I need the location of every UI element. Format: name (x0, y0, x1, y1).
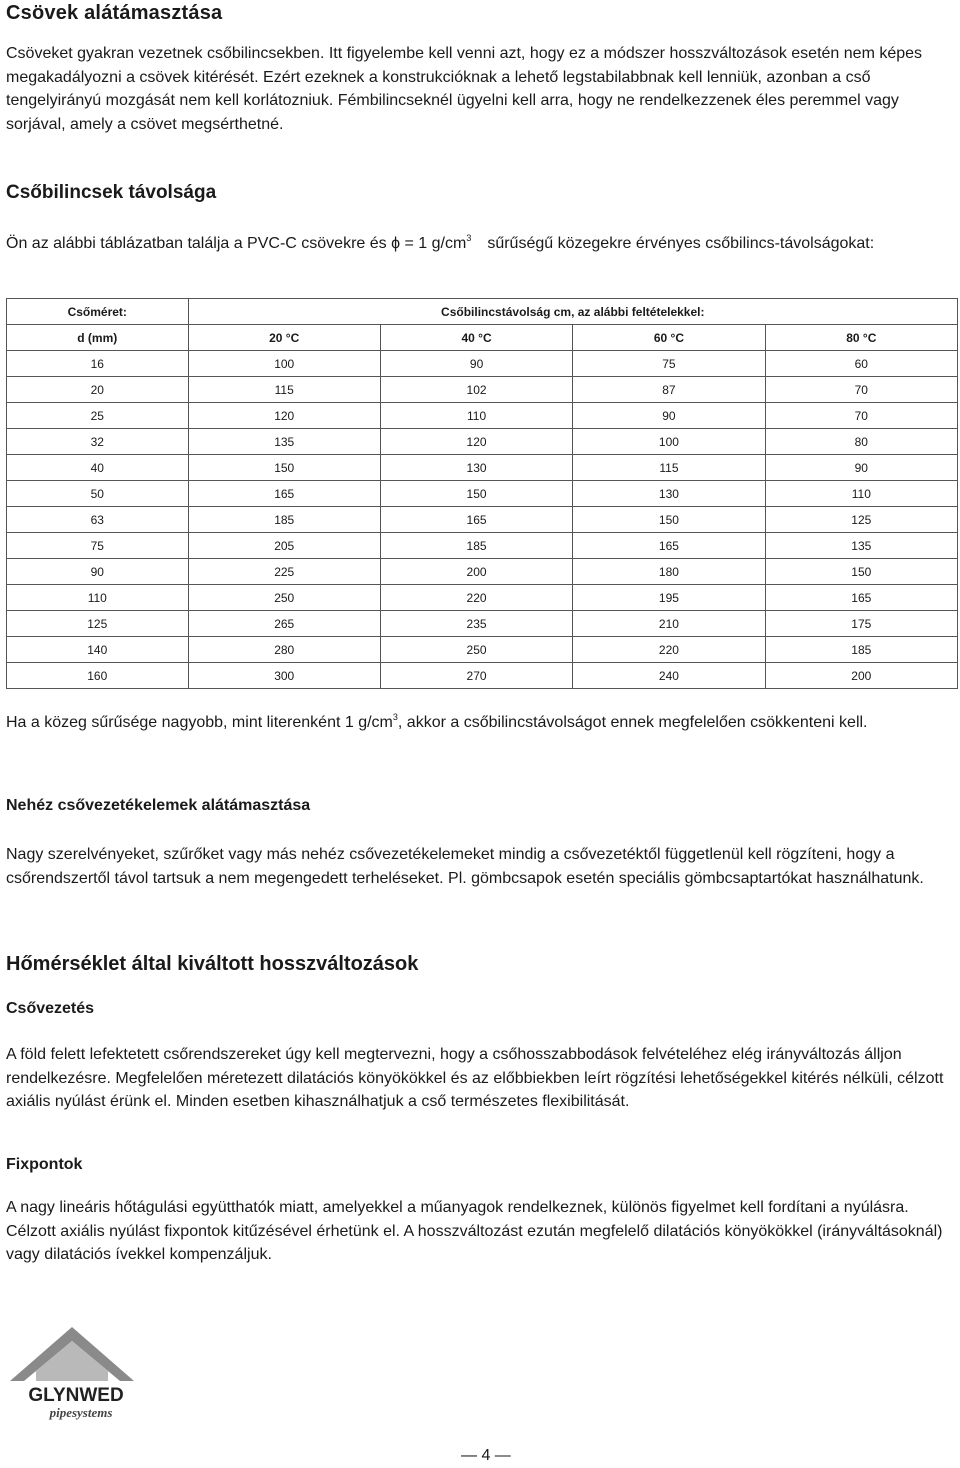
table-header-temp-80: 80 °C (765, 325, 957, 351)
page-number: — 4 — (461, 1447, 511, 1464)
logo-tagline: pipesystems (49, 1405, 113, 1420)
table-cell-spacing: 185 (188, 507, 380, 533)
table-cell-spacing: 87 (573, 377, 765, 403)
glynwed-logo (6, 1323, 146, 1423)
table-cell-spacing: 300 (188, 663, 380, 689)
table-cell-spacing: 165 (765, 585, 957, 611)
paragraph-clamp-intro-text-end: sűrűségű közegekre érvényes csőbilincs-távolságokat: (487, 235, 875, 252)
table-row (7, 611, 958, 637)
table-cell-spacing: 150 (380, 481, 572, 507)
table-cell-spacing: 180 (573, 559, 765, 585)
superscript-3: 3 (392, 712, 398, 722)
table-cell-spacing: 200 (765, 663, 957, 689)
table-cell-diameter: 160 (7, 663, 189, 689)
table-row (7, 533, 958, 559)
table-cell-diameter: 110 (7, 585, 189, 611)
heading-routing: Csővezetés (6, 1000, 95, 1017)
table-cell-spacing: 90 (573, 403, 765, 429)
table-cell-spacing: 115 (573, 455, 765, 481)
table-row (7, 559, 958, 585)
table-cell-spacing: 165 (573, 533, 765, 559)
table-cell-diameter: 16 (7, 351, 189, 377)
paragraph-clamp-intro (6, 227, 956, 256)
heading-clamp-spacing: Csőbilincsek távolsága (6, 182, 217, 203)
table-cell-diameter: 40 (7, 455, 189, 481)
table-body (7, 351, 958, 689)
table-cell-spacing: 135 (188, 429, 380, 455)
table-cell-spacing: 205 (188, 533, 380, 559)
table-cell-spacing: 110 (765, 481, 957, 507)
table-cell-diameter: 25 (7, 403, 189, 429)
table-header-temp-60: 60 °C (573, 325, 765, 351)
table-header-row (7, 299, 958, 325)
heading-pipe-support: Csövek alátámasztása (6, 2, 223, 24)
paragraph-heavy-elements: Nagy szerelvényeket, szűrőket vagy más nehéz csővezetékelemeket mindig a csővezetéktől függetlenül kell rögzíteni, hogy a csőrendszertől távol tartsuk a nem megengedett terheléseket. Pl. gömbcsapok esetén speciális gömbcsaptartókat használhatunk. (6, 846, 924, 887)
table-cell-spacing: 175 (765, 611, 957, 637)
table-row (7, 481, 958, 507)
heading-thermal-expansion: Hőmérséklet által kiváltott hosszváltozások (6, 953, 419, 975)
table-cell-spacing: 120 (380, 429, 572, 455)
superscript-3: 3 (466, 233, 472, 243)
table-cell-spacing: 150 (188, 455, 380, 481)
table-cell-spacing: 235 (380, 611, 572, 637)
table-cell-spacing: 185 (380, 533, 572, 559)
clamp-spacing-table (6, 298, 958, 689)
table-cell-spacing: 70 (765, 403, 957, 429)
table-cell-spacing: 220 (573, 637, 765, 663)
logo-brand: GLYNWED (28, 1385, 124, 1406)
table-cell-diameter: 75 (7, 533, 189, 559)
table-cell-spacing: 185 (765, 637, 957, 663)
paragraph-clamp-intro-text: Ön az alábbi táblázatban találja a PVC-C csövekre és ϕ = 1 g/cm (6, 235, 467, 252)
table-row (7, 507, 958, 533)
table-header-spacing: Csőbilincstávolság cm, az alábbi feltételekkel: (188, 299, 957, 325)
paragraph-pipe-support: Csöveket gyakran vezetnek csőbilincsekben. Itt figyelembe kell venni azt, hogy ez a módszer hosszváltozások esetén nem képes megakadályozni a csövek kitérését. Ezért ezeknek a konstrukcióknak a lehető legstabilabbnak kell lenniük, azonban a cső tengelyirányú mozgását nem kell korlátozniuk. Fémbilincseknél ügyelni kell arra, hogy ne rendelkezzenek éles peremmel vagy sorjával, amely a csövet megsérthetné. (6, 45, 923, 133)
paragraph-density-note (6, 706, 956, 735)
table-header-temp-40: 40 °C (380, 325, 572, 351)
table-cell-spacing: 90 (765, 455, 957, 481)
table-row (7, 429, 958, 455)
table-cell-diameter: 32 (7, 429, 189, 455)
paragraph-density-text: Ha a közeg sűrűsége nagyobb, mint literenként 1 g/cm (6, 714, 393, 731)
table-cell-spacing: 115 (188, 377, 380, 403)
table-cell-spacing: 100 (573, 429, 765, 455)
table-cell-spacing: 265 (188, 611, 380, 637)
table-row (7, 351, 958, 377)
table-row (7, 377, 958, 403)
table-cell-diameter: 125 (7, 611, 189, 637)
table-cell-spacing: 75 (573, 351, 765, 377)
table-cell-spacing: 280 (188, 637, 380, 663)
table-cell-spacing: 210 (573, 611, 765, 637)
table-cell-spacing: 225 (188, 559, 380, 585)
table-cell-spacing: 70 (765, 377, 957, 403)
table-cell-spacing: 165 (380, 507, 572, 533)
table-cell-spacing: 130 (380, 455, 572, 481)
table-cell-spacing: 165 (188, 481, 380, 507)
table-cell-spacing: 90 (380, 351, 572, 377)
table-cell-spacing: 135 (765, 533, 957, 559)
table-cell-spacing: 125 (765, 507, 957, 533)
table-row (7, 585, 958, 611)
table-cell-diameter: 90 (7, 559, 189, 585)
table-header-diameter: d (mm) (7, 325, 189, 351)
table-cell-diameter: 20 (7, 377, 189, 403)
table-cell-spacing: 240 (573, 663, 765, 689)
table-cell-spacing: 120 (188, 403, 380, 429)
paragraph-routing: A föld felett lefektetett csőrendszereket úgy kell megtervezni, hogy a csőhosszabbodások felvételéhez elég irányváltozás álljon rendelkezésre. Megfelelően méretezett dilatációs könyökökkel és az előbbiekben leírt rögzítési lehetőségekkel kitérés nélküli, célzott axiális nyúlást érünk el. Minden esetben kihasználhatjuk a cső természetes flexibilitását. (6, 1046, 944, 1110)
table-cell-diameter: 50 (7, 481, 189, 507)
table-header-temp-20: 20 °C (188, 325, 380, 351)
table-cell-spacing: 60 (765, 351, 957, 377)
table-cell-spacing: 270 (380, 663, 572, 689)
heading-fixpoints: Fixpontok (6, 1156, 83, 1173)
table-cell-diameter: 140 (7, 637, 189, 663)
table-cell-spacing: 102 (380, 377, 572, 403)
table-row (7, 455, 958, 481)
paragraph-density-text-end: , akkor a csőbilincstávolságot ennek megfelelően csökkenteni kell. (397, 714, 868, 731)
table-subheader-row (7, 325, 958, 351)
table-cell-diameter: 63 (7, 507, 189, 533)
table-cell-spacing: 80 (765, 429, 957, 455)
table-row (7, 637, 958, 663)
table-row (7, 663, 958, 689)
table-row (7, 403, 958, 429)
table-cell-spacing: 100 (188, 351, 380, 377)
table-cell-spacing: 150 (573, 507, 765, 533)
heading-heavy-elements: Nehéz csővezetékelemek alátámasztása (6, 797, 311, 814)
table-header-size: Csőméret: (7, 299, 189, 325)
table-cell-spacing: 150 (765, 559, 957, 585)
table-cell-spacing: 130 (573, 481, 765, 507)
table-cell-spacing: 250 (188, 585, 380, 611)
table-cell-spacing: 220 (380, 585, 572, 611)
table-cell-spacing: 200 (380, 559, 572, 585)
table-cell-spacing: 195 (573, 585, 765, 611)
paragraph-fixpoints: A nagy lineáris hőtágulási együtthatók miatt, amelyekkel a műanyagok rendelkeznek, különös figyelmet kell fordítani a nyúlásra. Célzott axiális nyúlást fixpontok kitűzésével érhetünk el. A hosszváltozást ezután megfelelő dilatációs könyökökkel (irányváltásoknál) vagy dilatációs ívekkel kompenzáljuk. (6, 1199, 943, 1263)
table-cell-spacing: 110 (380, 403, 572, 429)
table-cell-spacing: 250 (380, 637, 572, 663)
